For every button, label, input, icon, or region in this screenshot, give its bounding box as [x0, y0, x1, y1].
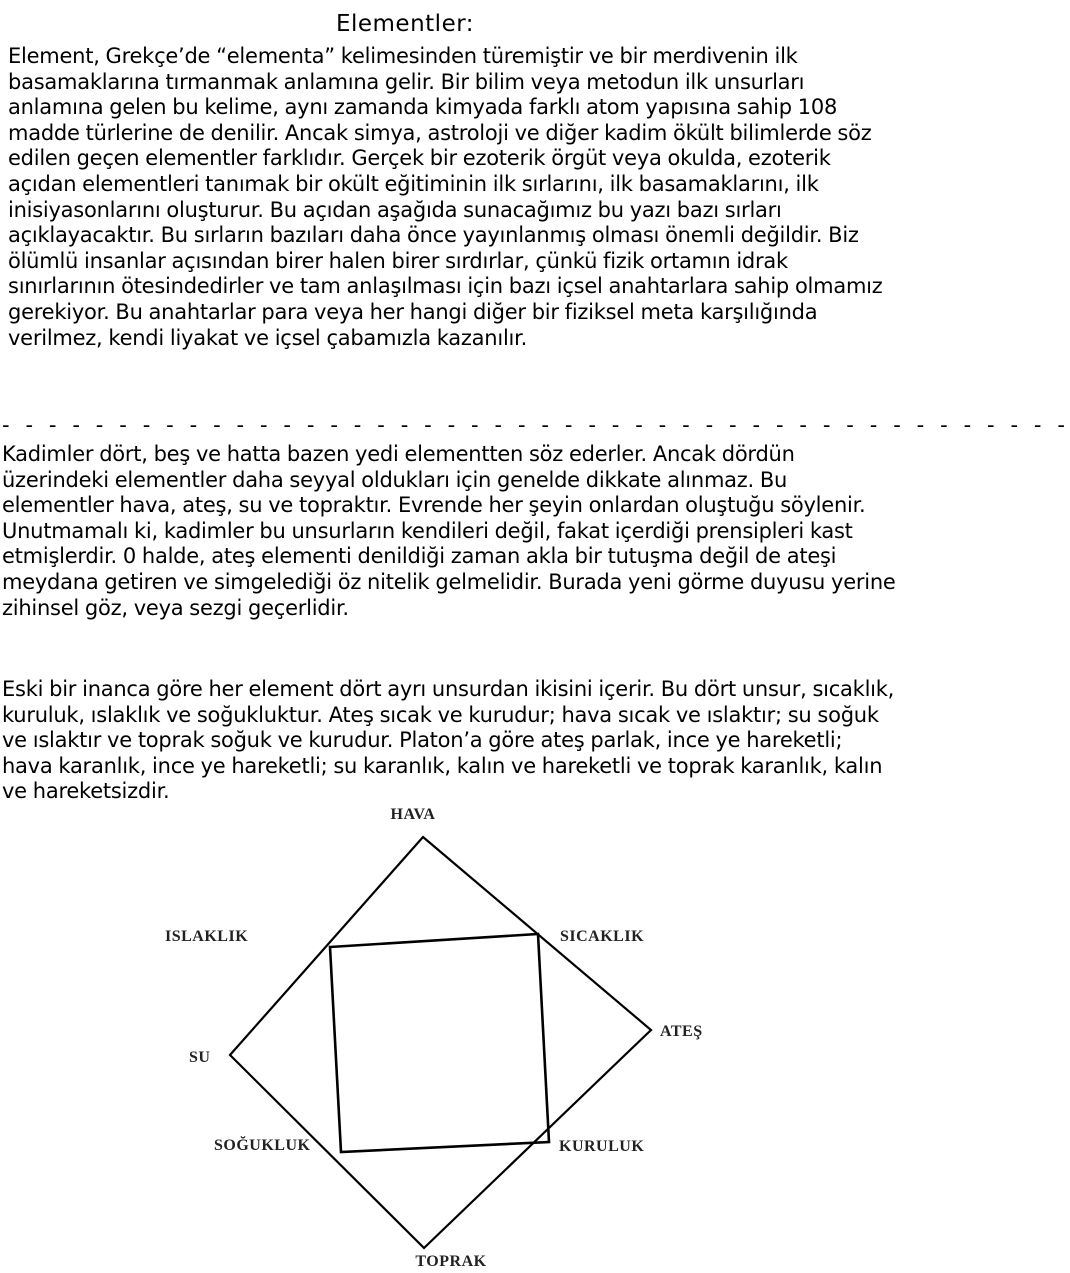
elements-diamond: [230, 837, 651, 1248]
page-title: Elementler:: [335, 11, 475, 37]
label-islaklik: ISLAKLIK: [165, 928, 249, 945]
label-su: SU: [189, 1049, 211, 1066]
qualities-paragraph: Eski bir inanca göre her element dört ayrı unsurdan ikisini içerir. Bu dört unsur, sıcaklık, kuruluk, ıslaklık ve soğukluktur. Ateş sıcak ve kurudur; hava sıcak ve ıslaktır; su soğuk ve ıslaktır ve toprak soğuk ve kurudur. Platon’a göre ateş parlak, ince ye hareketli; hava karanlık, ince ye hareketli; su karanlık, kalın ve hareketli ve toprak karanlık, kalın ve hareketsizdir.: [2, 677, 895, 804]
qualities-square: [330, 934, 549, 1152]
label-hava: HAVA: [390, 806, 436, 823]
label-ates: ATEŞ: [660, 1023, 703, 1040]
label-toprak: TOPRAK: [415, 1253, 487, 1270]
label-sogukluk: SOĞUKLUK: [214, 1137, 311, 1154]
elements-paragraph: Kadimler dört, beş ve hatta bazen yedi elementten söz ederler. Ancak dördün üzerindeki elementler daha seyyal oldukları için genelde dikkate alınmaz. Bu elementler hava, ateş, su ve topraktır. Evrende her şeyin onlardan oluştuğu söylenir. Unutmamalı ki, kadimler bu unsurların kendileri değil, fakat içerdiği prensipleri kast etmişlerdir. 0 halde, ateş elementi denildiği zaman akla bir tutuşma değil de ateşi meydana getiren ve simgelediği öz nitelik gelmelidir. Burada yeni görme duyusu yerine zihinsel göz, veya sezgi geçerlidir.: [2, 442, 896, 620]
elements-diagram: [0, 800, 900, 1273]
dashed-separator: - - - - - - - - - - - - - - - - - - - - - - - - - - - - - - - - - - - - - - - - - - - - - -: [2, 413, 1070, 437]
intro-paragraph: Element, Grekçe’de “elementa” kelimesinden türemiştir ve bir merdivenin ilk basamaklarına tırmanmak anlamına gelir. Bir bilim veya metodun ilk unsurları anlamına gelen bu kelime, aynı zamanda kimyada farklı atom yapısına sahip 108 madde türlerine de denilir. Ancak simya, astroloji ve diğer kadim ökült bilimlerde söz edilen geçen elementler farklıdır. Gerçek bir ezoterik örgüt veya okulda, ezoterik açıdan elementleri tanımak bir okült eğitiminin ilk sırlarını, ilk basamaklarını, ilk inisiyasonlarını oluşturur. Bu açıdan aşağıda sunacağımız bu yazı bazı sırları açıklayacaktır. Bu sırların bazıları daha önce yayınlanmış olması önemli değildir. Biz ölümlü insanlar açısından birer halen birer sırdırlar, çünkü fizik ortamın idrak sınırlarının ötesindedirler ve tam anlaşılması için bazı içsel anahtarlara sahip olmamız gerekiyor. Bu anahtarlar para veya her hangi diğer bir fiziksel meta karşılığında verilmez, kendi liyakat ve içsel çabamızla kazanılır.: [8, 44, 883, 350]
label-sicaklik: SICAKLIK: [560, 928, 645, 945]
label-kuruluk: KURULUK: [559, 1138, 645, 1155]
